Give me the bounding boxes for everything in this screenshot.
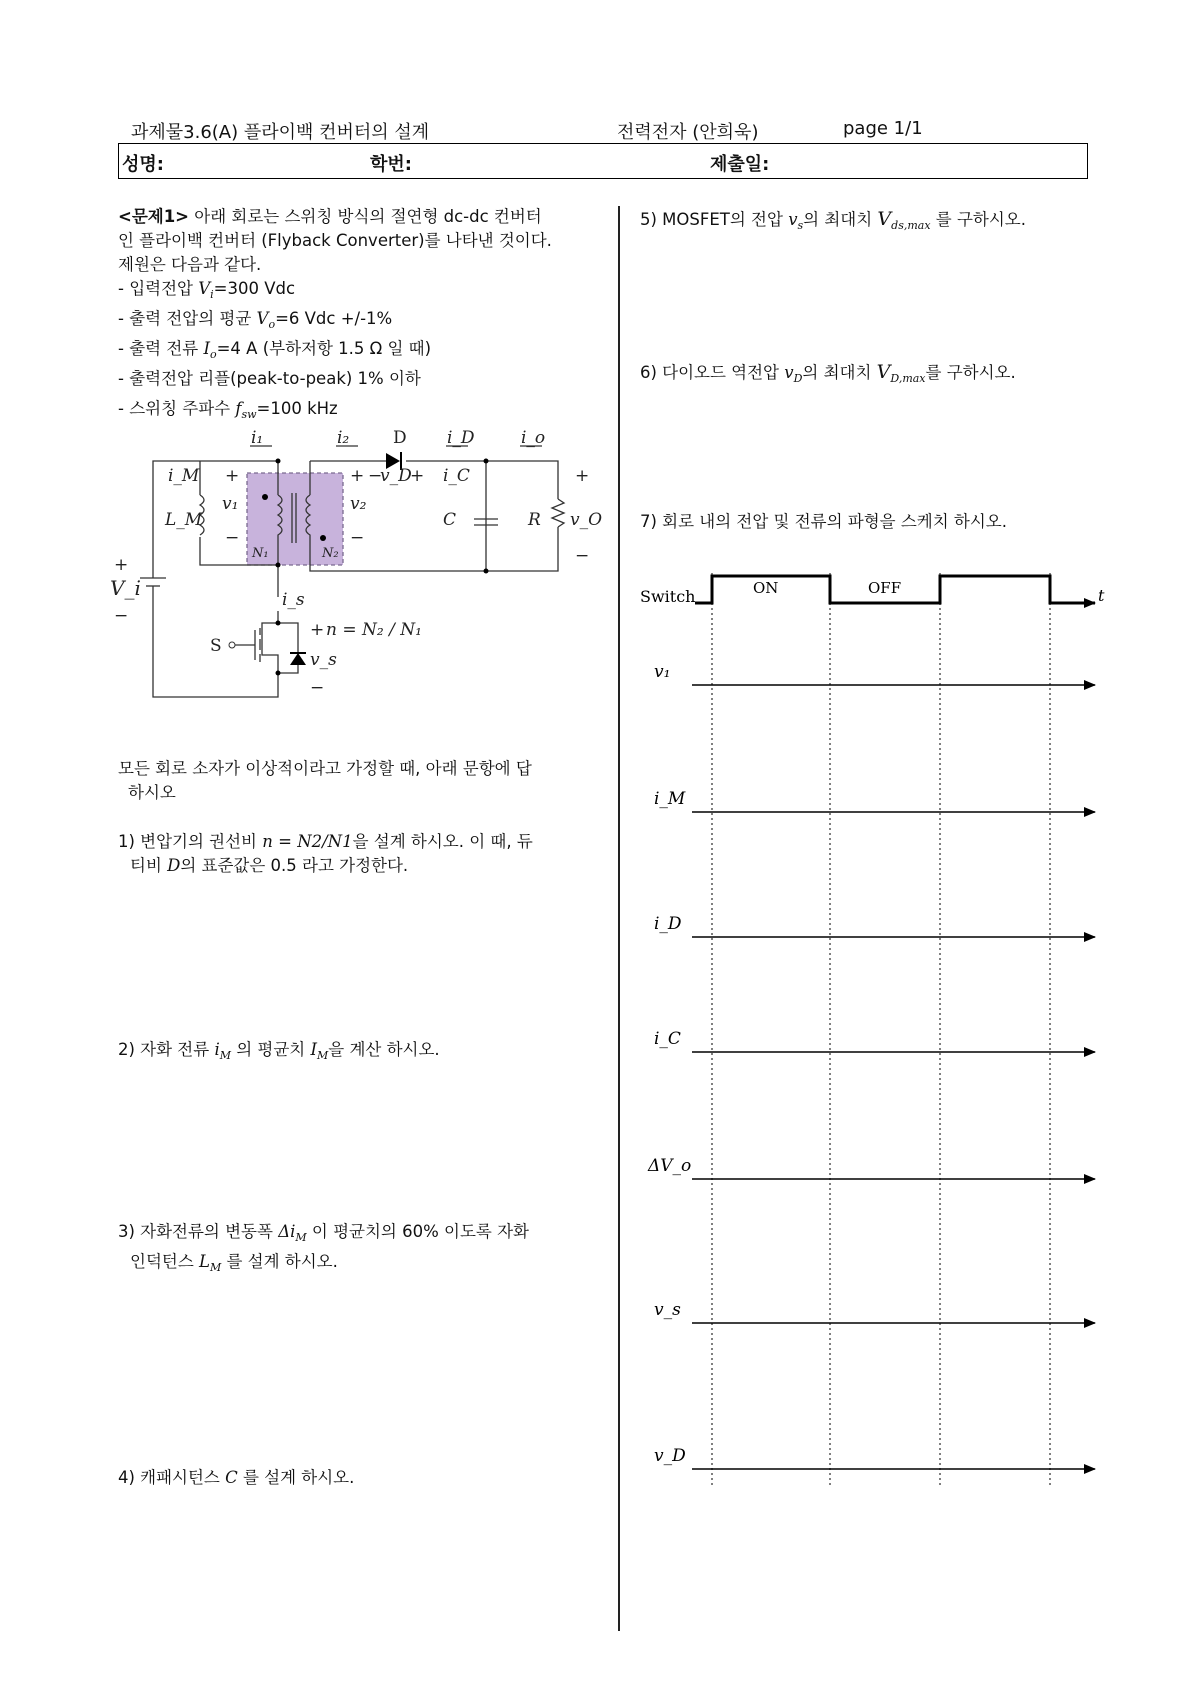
label-vo: v_O (570, 510, 603, 530)
svg-text:−: − (225, 528, 240, 548)
assumption-text: 모든 회로 소자가 이상적이라고 가정할 때, 아래 문항에 답 하시오 (118, 759, 532, 802)
label-is: i_s (282, 590, 305, 610)
svg-text:−: − (575, 546, 590, 566)
label-i1: i₁ (251, 428, 264, 448)
switch-label: Switch (640, 587, 696, 606)
problem-intro-line-1: <문제1> 아래 회로는 스위칭 방식의 절연형 dc-dc 컨버터 (118, 207, 542, 226)
waveform-row-label: v_D (654, 1446, 686, 1466)
student-id-label: 학번: (370, 154, 412, 175)
waveform-row-label: v_s (654, 1300, 681, 1320)
label-diode: D (393, 428, 407, 448)
question-2: 2) 자화 전류 $i_M$ 의 평균치 $I_M$을 계산 하시오. (118, 1040, 440, 1062)
label-N1: N₁ (252, 546, 269, 561)
page-number: page 1/1 (843, 118, 923, 139)
spec-list (118, 277, 598, 427)
question-1: 1) 변압기의 권선비 n = N2/N1을 설계 하시오. 이 때, 듀 티비 D의 표준값은 0.5 라고 가정한다. (118, 832, 533, 875)
waveform-row-label: i_M (654, 789, 686, 809)
label-iM: i_M (168, 466, 200, 486)
spec-item: - 출력 전류 $I_o=4$ A (부하저항 1.5 Ω 일 때) (118, 339, 432, 361)
label-v1: v₁ (222, 494, 239, 514)
label-vs: v_s (310, 650, 337, 670)
submit-date-label: 제출일: (710, 154, 770, 175)
on-label: ON (753, 579, 779, 597)
label-iD: i_D (447, 428, 475, 448)
question-6: 6) 다이오드 역전압 $v_D$의 최대치 $V_{D,max}$를 구하시오. (640, 361, 1016, 385)
label-Vi: V_i (110, 576, 141, 600)
off-label: OFF (868, 579, 902, 597)
waveform-row-label: i_C (654, 1029, 681, 1049)
label-N2: N₂ (322, 546, 339, 561)
spec-item: - 출력전압 리플(peak-to-peak) 1% 이하 (118, 369, 421, 388)
time-axis-label: t (1098, 586, 1105, 605)
problem-intro-line-3: 제원은 다음과 같다. (118, 255, 262, 274)
label-iC: i_C (443, 466, 470, 486)
problem-tag: <문제1> (118, 207, 190, 226)
name-label: 성명: (122, 154, 164, 175)
svg-text:+: + (225, 466, 240, 486)
student-info-box (118, 143, 1088, 179)
problem-intro-line-2: 인 플라이백 컨버터 (Flyback Converter)를 나타낸 것이다. (118, 231, 552, 250)
question-3: 3) 자화전류의 변동폭 $\Delta i_M$ 이 평균치의 60% 이도록 자화 인덕턴스 $L_M$ 를 설계 하시오. (118, 1222, 529, 1274)
flyback-circuit-diagram (110, 425, 605, 725)
svg-text:−: − (350, 528, 365, 548)
question-5: 5) MOSFET의 전압 $v_s$의 최대치 $V_{ds,max}$ 를 구하시오. (640, 208, 1026, 232)
column-divider (618, 206, 620, 1631)
label-C: C (443, 510, 457, 530)
svg-text:−: − (114, 606, 129, 626)
svg-text:+: + (350, 466, 365, 486)
spec-item: - 출력 전압의 평균 $V_o=6$ Vdc +/-1% (118, 309, 393, 331)
label-LM: L_M (165, 510, 203, 530)
svg-text:−: − (310, 678, 325, 698)
svg-text:+: + (575, 466, 590, 486)
svg-text:+: + (310, 620, 325, 640)
waveform-row-label: i_D (654, 914, 682, 934)
spec-item: - 스위칭 주파수 $f_{sw}=100$ kHz (118, 399, 338, 421)
waveform-row-label: v₁ (654, 662, 671, 682)
label-switch-S: S (210, 636, 222, 656)
waveform-row-label: ΔV_o (648, 1156, 692, 1176)
course-name: 전력전자 (안희욱) (617, 122, 759, 143)
question-4: 4) 캐패시턴스 C 를 설계 하시오. (118, 1468, 355, 1487)
label-v2: v₂ (350, 494, 367, 514)
label-R: R (528, 510, 541, 530)
label-i2: i₂ (337, 428, 350, 448)
assignment-title: 과제물3.6(A) 플라이백 컨버터의 설계 (131, 122, 430, 143)
svg-text:−: − (368, 466, 383, 486)
problem-statement (118, 205, 598, 427)
svg-text:+: + (114, 555, 129, 575)
label-vD: v_D (380, 466, 412, 486)
svg-text:+: + (410, 466, 425, 486)
label-io: i_o (521, 428, 546, 448)
waveform-sketch-area (640, 565, 1110, 1500)
spec-item: - 입력전압 $V_i=300$ Vdc (118, 279, 296, 301)
label-turns-ratio: n = N₂ / N₁ (326, 620, 422, 640)
question-7: 7) 회로 내의 전압 및 전류의 파형을 스케치 하시오. (640, 512, 1007, 531)
